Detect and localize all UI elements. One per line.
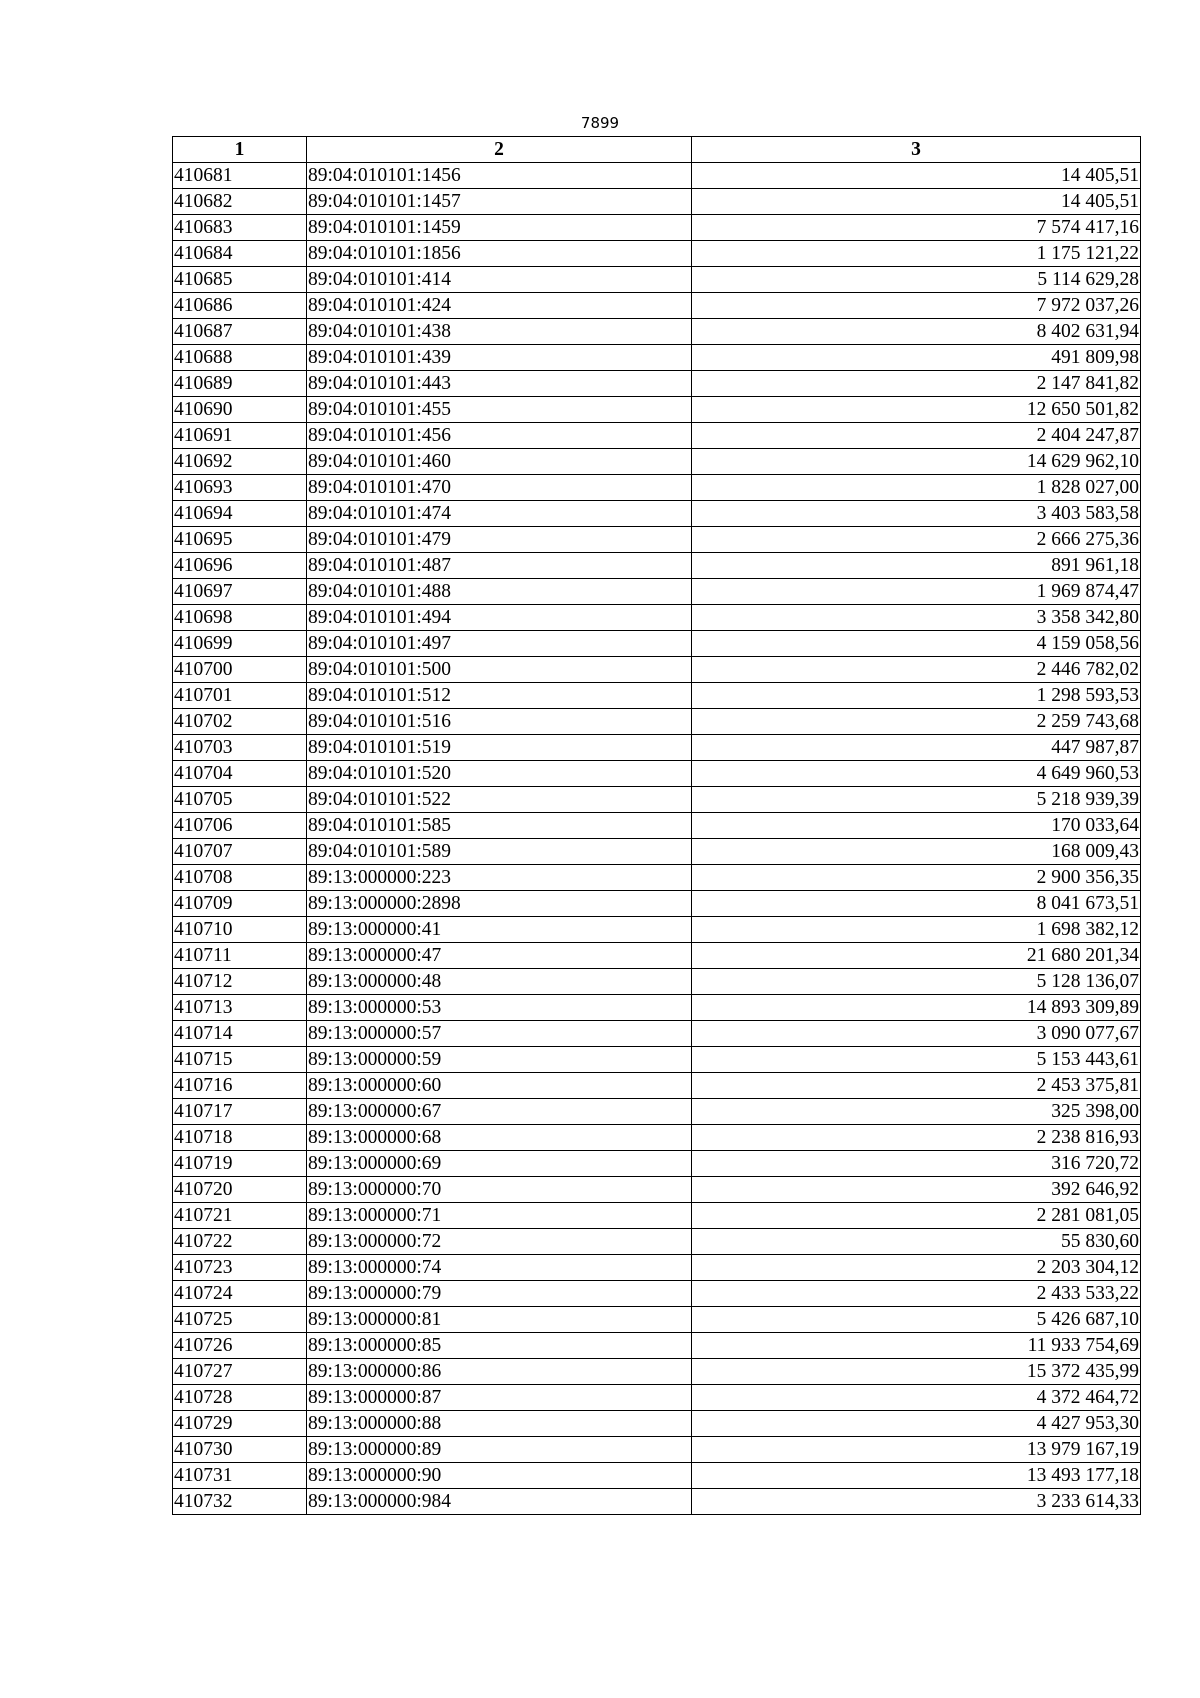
value-cell: 12 650 501,82 [692, 397, 1141, 423]
row-number-cell: 410692 [173, 449, 307, 475]
cadastral-number-cell: 89:04:010101:474 [307, 501, 692, 527]
value-cell: 2 238 816,93 [692, 1125, 1141, 1151]
row-number-cell: 410688 [173, 345, 307, 371]
row-number-cell: 410690 [173, 397, 307, 423]
cadastral-number-cell: 89:13:000000:2898 [307, 891, 692, 917]
cadastral-number-cell: 89:04:010101:516 [307, 709, 692, 735]
value-cell: 4 159 058,56 [692, 631, 1141, 657]
row-number-cell: 410729 [173, 1411, 307, 1437]
cadastral-number-cell: 89:04:010101:585 [307, 813, 692, 839]
table-row [173, 241, 1141, 267]
row-number-cell: 410711 [173, 943, 307, 969]
row-number-cell: 410704 [173, 761, 307, 787]
row-number-cell: 410681 [173, 163, 307, 189]
value-cell: 5 153 443,61 [692, 1047, 1141, 1073]
row-number-cell: 410698 [173, 605, 307, 631]
table-row [173, 1229, 1141, 1255]
value-cell: 5 128 136,07 [692, 969, 1141, 995]
cadastral-number-cell: 89:04:010101:443 [307, 371, 692, 397]
table-row [173, 917, 1141, 943]
value-cell: 2 453 375,81 [692, 1073, 1141, 1099]
cadastral-number-cell: 89:13:000000:87 [307, 1385, 692, 1411]
value-cell: 14 893 309,89 [692, 995, 1141, 1021]
table-row [173, 215, 1141, 241]
cadastral-number-cell: 89:04:010101:497 [307, 631, 692, 657]
table-row [173, 371, 1141, 397]
table-row [173, 709, 1141, 735]
row-number-cell: 410730 [173, 1437, 307, 1463]
cadastral-number-cell: 89:04:010101:487 [307, 553, 692, 579]
cadastral-number-cell: 89:13:000000:60 [307, 1073, 692, 1099]
table-row [173, 943, 1141, 969]
value-cell: 392 646,92 [692, 1177, 1141, 1203]
value-cell: 2 900 356,35 [692, 865, 1141, 891]
row-number-cell: 410683 [173, 215, 307, 241]
page-number: 7899 [580, 114, 620, 132]
cadastral-number-cell: 89:13:000000:74 [307, 1255, 692, 1281]
cadastral-number-cell: 89:04:010101:439 [307, 345, 692, 371]
value-cell: 491 809,98 [692, 345, 1141, 371]
value-cell: 14 405,51 [692, 189, 1141, 215]
cadastral-number-cell: 89:04:010101:1457 [307, 189, 692, 215]
table-row [173, 1151, 1141, 1177]
cadastral-number-cell: 89:04:010101:460 [307, 449, 692, 475]
table-row [173, 813, 1141, 839]
cadastral-number-cell: 89:04:010101:488 [307, 579, 692, 605]
table-row [173, 1489, 1141, 1515]
value-cell: 8 402 631,94 [692, 319, 1141, 345]
value-cell: 1 828 027,00 [692, 475, 1141, 501]
table-row [173, 1073, 1141, 1099]
value-cell: 170 033,64 [692, 813, 1141, 839]
cadastral-number-cell: 89:13:000000:85 [307, 1333, 692, 1359]
value-cell: 2 147 841,82 [692, 371, 1141, 397]
cadastral-number-cell: 89:04:010101:1456 [307, 163, 692, 189]
table-row [173, 449, 1141, 475]
cadastral-number-cell: 89:04:010101:438 [307, 319, 692, 345]
table-row [173, 1177, 1141, 1203]
cadastral-number-cell: 89:13:000000:89 [307, 1437, 692, 1463]
cadastral-number-cell: 89:13:000000:90 [307, 1463, 692, 1489]
table-row [173, 839, 1141, 865]
row-number-cell: 410710 [173, 917, 307, 943]
table-row [173, 189, 1141, 215]
column-header-2: 2 [307, 137, 692, 163]
row-number-cell: 410715 [173, 1047, 307, 1073]
value-cell: 2 404 247,87 [692, 423, 1141, 449]
value-cell: 4 649 960,53 [692, 761, 1141, 787]
table-row [173, 397, 1141, 423]
table-row [173, 761, 1141, 787]
row-number-cell: 410705 [173, 787, 307, 813]
row-number-cell: 410724 [173, 1281, 307, 1307]
value-cell: 1 298 593,53 [692, 683, 1141, 709]
table-row [173, 553, 1141, 579]
table-row [173, 1333, 1141, 1359]
cadastral-number-cell: 89:13:000000:984 [307, 1489, 692, 1515]
row-number-cell: 410694 [173, 501, 307, 527]
value-cell: 3 233 614,33 [692, 1489, 1141, 1515]
value-cell: 5 114 629,28 [692, 267, 1141, 293]
value-cell: 3 090 077,67 [692, 1021, 1141, 1047]
cadastral-number-cell: 89:13:000000:86 [307, 1359, 692, 1385]
table-row [173, 683, 1141, 709]
value-cell: 2 446 782,02 [692, 657, 1141, 683]
data-table [172, 136, 1141, 1515]
value-cell: 8 041 673,51 [692, 891, 1141, 917]
value-cell: 7 574 417,16 [692, 215, 1141, 241]
row-number-cell: 410721 [173, 1203, 307, 1229]
table-row [173, 865, 1141, 891]
row-number-cell: 410693 [173, 475, 307, 501]
cadastral-number-cell: 89:13:000000:41 [307, 917, 692, 943]
table-row [173, 1385, 1141, 1411]
table-row [173, 1463, 1141, 1489]
row-number-cell: 410714 [173, 1021, 307, 1047]
value-cell: 2 281 081,05 [692, 1203, 1141, 1229]
cadastral-number-cell: 89:13:000000:72 [307, 1229, 692, 1255]
table-row [173, 891, 1141, 917]
cadastral-number-cell: 89:13:000000:71 [307, 1203, 692, 1229]
cadastral-number-cell: 89:13:000000:81 [307, 1307, 692, 1333]
value-cell: 14 405,51 [692, 163, 1141, 189]
row-number-cell: 410725 [173, 1307, 307, 1333]
cadastral-number-cell: 89:04:010101:589 [307, 839, 692, 865]
value-cell: 55 830,60 [692, 1229, 1141, 1255]
table-row [173, 1255, 1141, 1281]
row-number-cell: 410716 [173, 1073, 307, 1099]
table-row [173, 1047, 1141, 1073]
row-number-cell: 410720 [173, 1177, 307, 1203]
cadastral-number-cell: 89:13:000000:69 [307, 1151, 692, 1177]
cadastral-number-cell: 89:13:000000:47 [307, 943, 692, 969]
cadastral-number-cell: 89:04:010101:1459 [307, 215, 692, 241]
table-row [173, 345, 1141, 371]
table-row [173, 1125, 1141, 1151]
table-row [173, 657, 1141, 683]
row-number-cell: 410689 [173, 371, 307, 397]
cadastral-number-cell: 89:13:000000:68 [307, 1125, 692, 1151]
row-number-cell: 410717 [173, 1099, 307, 1125]
value-cell: 3 358 342,80 [692, 605, 1141, 631]
cadastral-number-cell: 89:13:000000:88 [307, 1411, 692, 1437]
row-number-cell: 410732 [173, 1489, 307, 1515]
cadastral-number-cell: 89:13:000000:48 [307, 969, 692, 995]
table-row [173, 787, 1141, 813]
table-row [173, 631, 1141, 657]
row-number-cell: 410731 [173, 1463, 307, 1489]
cadastral-number-cell: 89:04:010101:519 [307, 735, 692, 761]
cadastral-number-cell: 89:04:010101:494 [307, 605, 692, 631]
cadastral-number-cell: 89:04:010101:470 [307, 475, 692, 501]
table-row [173, 1359, 1141, 1385]
cadastral-number-cell: 89:13:000000:79 [307, 1281, 692, 1307]
row-number-cell: 410701 [173, 683, 307, 709]
cadastral-number-cell: 89:04:010101:512 [307, 683, 692, 709]
table-row [173, 605, 1141, 631]
value-cell: 2 259 743,68 [692, 709, 1141, 735]
value-cell: 14 629 962,10 [692, 449, 1141, 475]
table-row [173, 969, 1141, 995]
value-cell: 325 398,00 [692, 1099, 1141, 1125]
column-header-1: 1 [173, 137, 307, 163]
table-row [173, 527, 1141, 553]
table-row [173, 1099, 1141, 1125]
table-row [173, 319, 1141, 345]
cadastral-number-cell: 89:04:010101:424 [307, 293, 692, 319]
table-row [173, 163, 1141, 189]
table-row [173, 423, 1141, 449]
row-number-cell: 410687 [173, 319, 307, 345]
table-row [173, 579, 1141, 605]
table-row [173, 475, 1141, 501]
table-row [173, 1203, 1141, 1229]
value-cell: 447 987,87 [692, 735, 1141, 761]
row-number-cell: 410722 [173, 1229, 307, 1255]
cadastral-number-cell: 89:04:010101:1856 [307, 241, 692, 267]
row-number-cell: 410686 [173, 293, 307, 319]
table-row [173, 1437, 1141, 1463]
row-number-cell: 410695 [173, 527, 307, 553]
value-cell: 5 218 939,39 [692, 787, 1141, 813]
row-number-cell: 410718 [173, 1125, 307, 1151]
row-number-cell: 410702 [173, 709, 307, 735]
row-number-cell: 410719 [173, 1151, 307, 1177]
cadastral-number-cell: 89:13:000000:67 [307, 1099, 692, 1125]
table-row [173, 501, 1141, 527]
row-number-cell: 410713 [173, 995, 307, 1021]
cadastral-number-cell: 89:13:000000:53 [307, 995, 692, 1021]
value-cell: 21 680 201,34 [692, 943, 1141, 969]
value-cell: 2 433 533,22 [692, 1281, 1141, 1307]
row-number-cell: 410707 [173, 839, 307, 865]
table-row [173, 1281, 1141, 1307]
value-cell: 7 972 037,26 [692, 293, 1141, 319]
row-number-cell: 410728 [173, 1385, 307, 1411]
row-number-cell: 410723 [173, 1255, 307, 1281]
value-cell: 316 720,72 [692, 1151, 1141, 1177]
value-cell: 891 961,18 [692, 553, 1141, 579]
row-number-cell: 410685 [173, 267, 307, 293]
row-number-cell: 410706 [173, 813, 307, 839]
row-number-cell: 410703 [173, 735, 307, 761]
cadastral-number-cell: 89:04:010101:414 [307, 267, 692, 293]
value-cell: 4 427 953,30 [692, 1411, 1141, 1437]
value-cell: 15 372 435,99 [692, 1359, 1141, 1385]
row-number-cell: 410709 [173, 891, 307, 917]
table-row [173, 1307, 1141, 1333]
table-row [173, 995, 1141, 1021]
row-number-cell: 410696 [173, 553, 307, 579]
value-cell: 1 969 874,47 [692, 579, 1141, 605]
row-number-cell: 410697 [173, 579, 307, 605]
row-number-cell: 410727 [173, 1359, 307, 1385]
value-cell: 3 403 583,58 [692, 501, 1141, 527]
value-cell: 13 493 177,18 [692, 1463, 1141, 1489]
row-number-cell: 410708 [173, 865, 307, 891]
table-row [173, 735, 1141, 761]
table-row [173, 1411, 1141, 1437]
row-number-cell: 410699 [173, 631, 307, 657]
cadastral-number-cell: 89:04:010101:500 [307, 657, 692, 683]
cadastral-number-cell: 89:13:000000:70 [307, 1177, 692, 1203]
cadastral-number-cell: 89:13:000000:59 [307, 1047, 692, 1073]
row-number-cell: 410712 [173, 969, 307, 995]
value-cell: 168 009,43 [692, 839, 1141, 865]
value-cell: 13 979 167,19 [692, 1437, 1141, 1463]
row-number-cell: 410682 [173, 189, 307, 215]
row-number-cell: 410726 [173, 1333, 307, 1359]
cadastral-number-cell: 89:04:010101:520 [307, 761, 692, 787]
cadastral-number-cell: 89:13:000000:223 [307, 865, 692, 891]
row-number-cell: 410691 [173, 423, 307, 449]
value-cell: 1 698 382,12 [692, 917, 1141, 943]
table-row [173, 293, 1141, 319]
cadastral-number-cell: 89:04:010101:455 [307, 397, 692, 423]
value-cell: 2 203 304,12 [692, 1255, 1141, 1281]
cadastral-number-cell: 89:04:010101:522 [307, 787, 692, 813]
cadastral-number-cell: 89:04:010101:456 [307, 423, 692, 449]
column-header-3: 3 [692, 137, 1141, 163]
cadastral-number-cell: 89:04:010101:479 [307, 527, 692, 553]
row-number-cell: 410684 [173, 241, 307, 267]
value-cell: 11 933 754,69 [692, 1333, 1141, 1359]
value-cell: 2 666 275,36 [692, 527, 1141, 553]
cadastral-number-cell: 89:13:000000:57 [307, 1021, 692, 1047]
row-number-cell: 410700 [173, 657, 307, 683]
table-row [173, 1021, 1141, 1047]
table-body [173, 163, 1141, 1515]
table-row [173, 267, 1141, 293]
value-cell: 4 372 464,72 [692, 1385, 1141, 1411]
table-header-row [173, 137, 1141, 163]
value-cell: 5 426 687,10 [692, 1307, 1141, 1333]
value-cell: 1 175 121,22 [692, 241, 1141, 267]
